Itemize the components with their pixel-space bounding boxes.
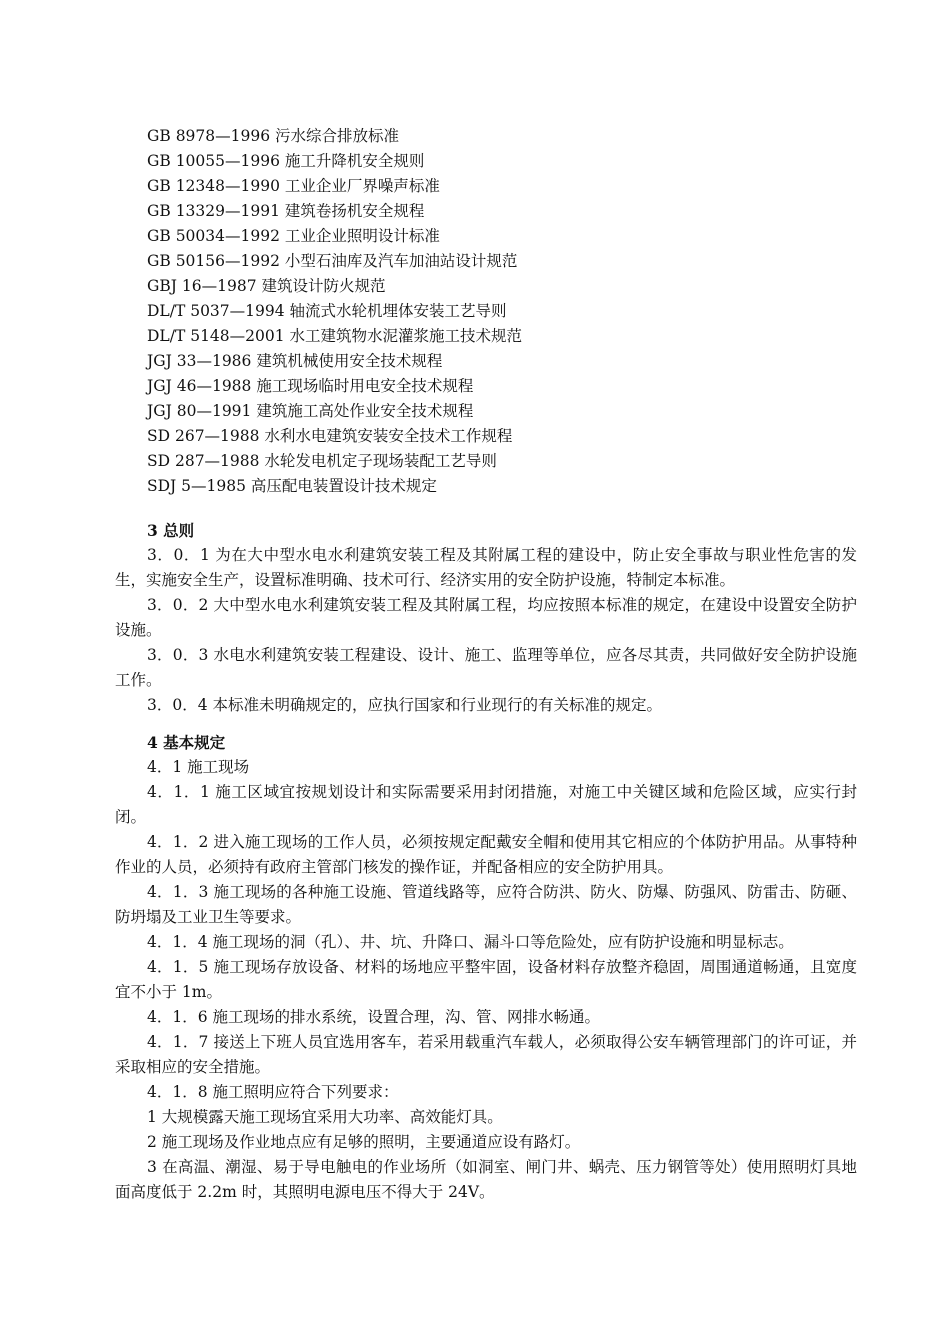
- clause-paragraph: 4．1．3 施工现场的各种施工设施、管道线路等，应符合防洪、防火、防爆、防强风、防雷击、防砸、防坍塌及工业卫生等要求。: [115, 883, 857, 926]
- section-heading-basic-rules: 4 基本规定: [147, 733, 226, 752]
- clause-paragraph: 4．1．1 施工区域宜按规划设计和实际需要采用封闭措施，对施工中关键区域和危险区域，应实行封闭。: [115, 783, 857, 826]
- reference-item: GB 50034—1992 工业企业照明设计标准: [147, 227, 440, 245]
- clause-paragraph: 3．0．4 本标准未明确规定的，应执行国家和行业现行的有关标准的规定。: [147, 696, 663, 714]
- reference-item: JGJ 80—1991 建筑施工高处作业安全技术规程: [147, 402, 474, 420]
- list-item: 3 在高温、潮湿、易于导电触电的作业场所（如洞室、闸门井、蜗壳、压力钢管等处）使用照明灯具地面高度低于 2.2m 时，其照明电源电压不得大于 24V。: [115, 1158, 857, 1201]
- clause-paragraph: 4．1．7 接送上下班人员宜选用客车，若采用载重汽车载人，必须取得公安车辆管理部门的许可证，并采取相应的安全措施。: [115, 1033, 857, 1076]
- reference-item: JGJ 33—1986 建筑机械使用安全技术规程: [147, 352, 443, 370]
- list-item: 2 施工现场及作业地点应有足够的照明，主要通道应设有路灯。: [147, 1133, 581, 1151]
- section-spacer: [115, 718, 857, 730]
- document-body: [115, 518, 857, 1205]
- reference-item: DL/T 5037—1994 轴流式水轮机埋体安装工艺导则: [147, 302, 507, 320]
- reference-item: DL/T 5148—2001 水工建筑物水泥灌浆施工技术规范: [147, 327, 523, 345]
- reference-item: GB 50156—1992 小型石油库及汽车加油站设计规范: [147, 252, 518, 270]
- reference-item: GB 8978—1996 污水综合排放标准: [147, 127, 400, 145]
- reference-standards-list: [147, 124, 887, 499]
- clause-paragraph: 3．0．3 水电水利建筑安装工程建设、设计、施工、监理等单位，应各尽其责，共同做好安全防护设施工作。: [115, 646, 857, 689]
- reference-item: JGJ 46—1988 施工现场临时用电安全技术规程: [147, 377, 474, 395]
- reference-item: GB 12348—1990 工业企业厂界噪声标准: [147, 177, 440, 195]
- clause-paragraph: 3．0．1 为在大中型水电水利建筑安装工程及其附属工程的建设中，防止安全事故与职业性危害的发生，实施安全生产，设置标准明确、技术可行、经济实用的安全防护设施，特制定本标准。: [115, 546, 857, 589]
- reference-item: SDJ 5—1985 高压配电装置设计技术规定: [147, 477, 437, 495]
- reference-item: GB 13329—1991 建筑卷扬机安全规程: [147, 202, 425, 220]
- section-heading-general: 3 总则: [147, 521, 195, 540]
- clause-paragraph: 4．1．5 施工现场存放设备、材料的场地应平整牢固，设备材料存放整齐稳固，周围通道畅通，且宽度宜不小于 1m。: [115, 958, 857, 1001]
- subsection-title: 4．1 施工现场: [147, 758, 250, 776]
- reference-item: SD 267—1988 水利水电建筑安装安全技术工作规程: [147, 427, 513, 445]
- list-item: 1 大规模露天施工现场宜采用大功率、高效能灯具。: [147, 1108, 503, 1126]
- clause-paragraph: 4．1．4 施工现场的洞（孔）、井、坑、升降口、漏斗口等危险处，应有防护设施和明显标志。: [147, 933, 794, 951]
- reference-item: GB 10055—1996 施工升降机安全规则: [147, 152, 425, 170]
- reference-item: SD 287—1988 水轮发电机定子现场装配工艺导则: [147, 452, 497, 470]
- reference-item: GBJ 16—1987 建筑设计防火规范: [147, 277, 386, 295]
- clause-paragraph: 4．1．2 进入施工现场的工作人员，必须按规定配戴安全帽和使用其它相应的个体防护用品。从事特种作业的人员，必须持有政府主管部门核发的操作证，并配备相应的安全防护用具。: [115, 833, 857, 876]
- clause-paragraph: 4．1．6 施工现场的排水系统，设置合理，沟、管、网排水畅通。: [147, 1008, 601, 1026]
- clause-paragraph: 4．1．8 施工照明应符合下列要求：: [147, 1083, 399, 1101]
- clause-paragraph: 3．0．2 大中型水电水利建筑安装工程及其附属工程，均应按照本标准的规定，在建设中设置安全防护设施。: [115, 596, 857, 639]
